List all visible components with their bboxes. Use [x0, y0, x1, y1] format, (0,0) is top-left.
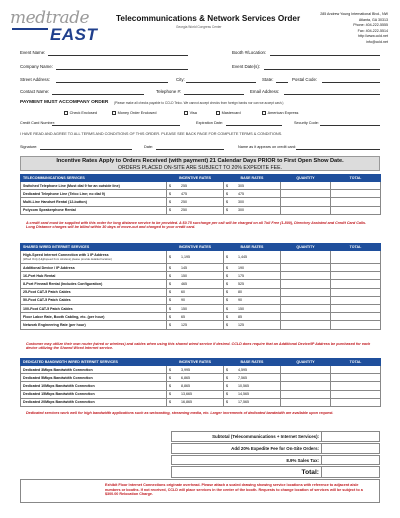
- total-header: TOTAL: [331, 359, 381, 366]
- service-name-cell: [21, 390, 167, 398]
- incentive-rate-value: 8,865: [181, 383, 190, 388]
- base-rate-value: 475: [238, 191, 244, 196]
- service-name-cell: [21, 190, 167, 198]
- currency-symbol: $: [169, 199, 171, 204]
- quantity-input-cell[interactable]: [281, 366, 331, 374]
- section-header: TELECOMMUNICATIONS SERVICES: [21, 175, 167, 182]
- service-name: Polycom Speakerphone Rental: [23, 208, 76, 213]
- base-rate-cell: [224, 313, 281, 321]
- expiration-date-field[interactable]: [226, 125, 282, 126]
- incentive-banner-line1: Incentive Rates Apply to Orders Received (with payment) 21 Calendar Days PRIOR to First Open Show Date.: [56, 158, 344, 164]
- form-subtitle: Georgia World Congress Center: [176, 25, 222, 29]
- base-rate-cell: [224, 190, 281, 198]
- service-name: Dedicated 10Mbps Bandwidth Connection: [23, 383, 95, 388]
- base-rate-cell: [224, 382, 281, 390]
- currency-symbol: $: [226, 208, 228, 213]
- service-name-cell: [21, 304, 167, 312]
- quantity-input-cell[interactable]: [281, 321, 331, 329]
- base-rate-value: 125: [238, 322, 244, 327]
- booth-location-label: Booth #/Location:: [232, 50, 267, 55]
- section-header: SHARED WIRED INTERNET SERVICES: [21, 244, 167, 251]
- base-rate-cell: [224, 296, 281, 304]
- base-rate-value: 4,595: [238, 367, 247, 372]
- contact-name-field[interactable]: [52, 94, 144, 95]
- base-rate-value: 7,565: [238, 375, 247, 380]
- incentive-rate-cell: [167, 374, 224, 382]
- city-field[interactable]: [186, 82, 256, 83]
- base-rate-cell: [224, 198, 281, 206]
- name-on-card-field[interactable]: [296, 149, 380, 150]
- incentive-banner: [20, 156, 380, 171]
- telephone-field[interactable]: [184, 94, 244, 95]
- incentive-rate-cell: [167, 366, 224, 374]
- total-cell[interactable]: [331, 182, 381, 190]
- bandwidth-services-table: [20, 358, 381, 407]
- base-rate-cell: [224, 182, 281, 190]
- service-name-cell: [21, 288, 167, 296]
- table-row: [21, 280, 381, 288]
- base-rate-value: 14,565: [238, 392, 249, 397]
- total-cell[interactable]: [331, 382, 381, 390]
- section-header: DEDICATED BANDWIDTH WIRED INTERNET SERVICES: [21, 359, 167, 366]
- base-rate-cell: [224, 304, 281, 312]
- incentive-rate-cell: [167, 251, 224, 264]
- incentive-rate-value: 3,995: [181, 367, 190, 372]
- street-address-field[interactable]: [56, 82, 168, 83]
- quantity-input-cell[interactable]: [281, 251, 331, 264]
- currency-symbol: $: [169, 322, 171, 327]
- incentive-rate-cell: [167, 190, 224, 198]
- checkbox-icon[interactable]: [262, 111, 266, 115]
- table-row: [21, 304, 381, 312]
- incentive-rate-value: 250: [181, 208, 187, 213]
- checkbox-icon[interactable]: [64, 111, 68, 115]
- payment-option-money-order[interactable]: Money Order Enclosed: [112, 111, 156, 115]
- service-name: Dedicated 15Mbps Bandwidth Connection: [23, 392, 95, 397]
- table-row: [21, 374, 381, 382]
- base-rate-value: 80: [238, 290, 242, 295]
- base-rates-header: BASE RATES: [224, 359, 281, 366]
- currency-symbol: $: [226, 383, 228, 388]
- incentive-rate-cell: [167, 304, 224, 312]
- base-rate-value: 300: [238, 199, 244, 204]
- payment-option-check[interactable]: Check Enclosed: [64, 111, 97, 115]
- incentive-rate-value: 150: [181, 273, 187, 278]
- service-name: Switched Telephone Line (Must dial 9 for an outside line): [23, 183, 120, 188]
- email-label: Email Address:: [250, 89, 280, 94]
- incentive-rate-cell: [167, 390, 224, 398]
- incentive-rate-value: 1,195: [181, 255, 190, 259]
- total-header: TOTAL: [331, 244, 381, 251]
- name-on-card-label: Name as it appears on credit card:: [238, 145, 297, 149]
- currency-symbol: $: [226, 273, 228, 278]
- base-rate-cell: [224, 272, 281, 280]
- expedite-fee-value-field[interactable]: [321, 444, 379, 453]
- currency-symbol: $: [226, 265, 228, 270]
- incentive-rate-cell: [167, 321, 224, 329]
- service-name-cell: [21, 198, 167, 206]
- quantity-input-cell[interactable]: [281, 198, 331, 206]
- currency-symbol: $: [169, 400, 171, 405]
- service-name-cell: [21, 182, 167, 190]
- currency-symbol: $: [169, 281, 171, 286]
- base-rate-value: 1,445: [238, 255, 247, 259]
- quantity-input-cell[interactable]: [281, 313, 331, 321]
- payment-option-visa[interactable]: Visa: [184, 111, 197, 115]
- table-row: [21, 190, 381, 198]
- signature-field[interactable]: [40, 149, 132, 150]
- checkbox-icon[interactable]: [112, 111, 116, 115]
- booth-location-field[interactable]: [270, 55, 380, 56]
- total-cell[interactable]: [331, 190, 381, 198]
- city-label: City:: [176, 77, 185, 82]
- service-name: High-Speed Internet Connection with 1 IP Address: [23, 253, 109, 257]
- incentive-rates-header: INCENTIVE RATES: [167, 175, 224, 182]
- incentive-rate-value: 250: [181, 199, 187, 204]
- service-name: Additional Device / IP Address: [23, 265, 75, 270]
- currency-symbol: $: [226, 199, 228, 204]
- quantity-input-cell[interactable]: [281, 206, 331, 214]
- incentive-rate-cell: [167, 182, 224, 190]
- address-line: Fax: 404-222-5514: [357, 28, 388, 33]
- quantity-header: QUANTITY: [281, 244, 331, 251]
- signature-label: Signature:: [20, 145, 38, 149]
- incentive-rate-value: 6,865: [181, 375, 190, 380]
- service-name: Dedicated 20Mbps Bandwidth Connection: [23, 400, 95, 405]
- currency-symbol: $: [226, 290, 228, 295]
- currency-symbol: $: [226, 255, 228, 259]
- base-rate-value: 525: [238, 281, 244, 286]
- service-name: 16-Port Hub Rental: [23, 273, 56, 278]
- table-row: [21, 272, 381, 280]
- table-row: [21, 206, 381, 214]
- table-row: [21, 288, 381, 296]
- incentive-rate-cell: [167, 280, 224, 288]
- telephone-label: Telephone #:: [156, 89, 182, 94]
- total-header: TOTAL: [331, 175, 381, 182]
- table-row: [21, 182, 381, 190]
- total-cell[interactable]: [331, 206, 381, 214]
- expedite-fee-label: Add 20% Expedite Fee for On-Site Orders:: [231, 446, 319, 451]
- incentive-rate-value: 145: [181, 265, 187, 270]
- total-cell[interactable]: [331, 272, 381, 280]
- total-cell[interactable]: [331, 313, 381, 321]
- payment-option-amex[interactable]: American Express: [262, 111, 298, 115]
- quantity-header: QUANTITY: [281, 175, 331, 182]
- total-cell[interactable]: [331, 321, 381, 329]
- quantity-input-cell[interactable]: [281, 374, 331, 382]
- logo-line1: medtrade: [10, 8, 90, 28]
- service-name: 25-Foot CAT-5 Patch Cables: [23, 290, 71, 295]
- total-row: [171, 466, 380, 478]
- currency-symbol: $: [169, 208, 171, 213]
- security-code-label: Security Code:: [294, 121, 319, 125]
- quantity-input-cell[interactable]: [281, 190, 331, 198]
- currency-symbol: $: [169, 375, 171, 380]
- total-cell[interactable]: [331, 280, 381, 288]
- base-rate-value: 300: [238, 208, 244, 213]
- base-rate-value: 17,565: [238, 400, 249, 405]
- service-name: Dedicated 5Mbps Bandwidth Connection: [23, 375, 93, 380]
- base-rate-cell: [224, 390, 281, 398]
- address-line: http://www.ccld.net: [358, 34, 388, 39]
- service-name-cell: [21, 382, 167, 390]
- credit-card-number-field[interactable]: [52, 125, 180, 126]
- sales-tax-label: 8.9% Sales Tax:: [286, 457, 319, 463]
- table-header-row: [21, 175, 381, 182]
- base-rate-cell: [224, 280, 281, 288]
- base-rate-value: 10,565: [238, 383, 249, 388]
- service-name-cell: [21, 280, 167, 288]
- currency-symbol: $: [169, 255, 171, 259]
- service-name-cell: [21, 206, 167, 214]
- company-name-label: Company Name:: [20, 64, 53, 69]
- base-rate-value: 85: [238, 314, 242, 319]
- table-row: [21, 251, 381, 264]
- service-name-cell: [21, 313, 167, 321]
- service-name: Dedicated Telephone Line (Telco Line; no dial 9): [23, 191, 105, 196]
- currency-symbol: $: [226, 191, 228, 196]
- table-row: [21, 198, 381, 206]
- telecom-note: A credit card must be supplied with this order for long distance service to be provided. A $0.75 surcharge per call will be charged on all Toll Free (1-800), Directory Assisted and Credit Card Calls. Long Distance charges will be billed within 30 days of move-out and charged to your credit card.: [26, 221, 367, 230]
- total-cell[interactable]: [331, 390, 381, 398]
- address-line: Phone: 404-222-5555: [353, 23, 388, 28]
- currency-symbol: $: [226, 183, 228, 188]
- incentive-rates-header: INCENTIVE RATES: [167, 244, 224, 251]
- service-name: 50-Foot CAT-5 Patch Cables: [23, 298, 71, 303]
- base-rate-value: 150: [238, 306, 244, 311]
- company-name-field[interactable]: [56, 69, 188, 70]
- quantity-input-cell[interactable]: [281, 182, 331, 190]
- logo-swoosh: [12, 28, 48, 30]
- total-cell[interactable]: [331, 296, 381, 304]
- base-rates-header: BASE RATES: [224, 244, 281, 251]
- service-name-cell: [21, 272, 167, 280]
- total-cell[interactable]: [331, 374, 381, 382]
- table-row: [21, 321, 381, 329]
- logo-line2: EAST: [50, 25, 98, 44]
- quantity-input-cell[interactable]: [281, 304, 331, 312]
- service-name-cell: [21, 366, 167, 374]
- quantity-input-cell[interactable]: [281, 390, 331, 398]
- quantity-header: QUANTITY: [281, 359, 331, 366]
- incentive-banner-line2: ORDERS PLACED ON-SITE ARE SUBJECT TO 20% EXPEDITE FEE.: [117, 165, 283, 171]
- base-rate-cell: [224, 366, 281, 374]
- sales-tax-row: [171, 455, 380, 465]
- table-row: [21, 313, 381, 321]
- incentive-rate-cell: [167, 272, 224, 280]
- incentive-rate-value: 125: [181, 322, 187, 327]
- medtrade-east-logo: [10, 8, 100, 44]
- currency-symbol: $: [226, 322, 228, 327]
- base-rate-value: 305: [238, 183, 244, 188]
- security-code-field[interactable]: [320, 125, 380, 126]
- event-dates-label: Event Date(s):: [232, 64, 261, 69]
- terms-agreement: I HAVE READ AND AGREE TO ALL TERMS AND CONDITIONS OF THIS ORDER. PLEASE SEE BACK PAGE FOR COMPLETE TERMS & CONDITIONS.: [20, 132, 283, 136]
- quantity-input-cell[interactable]: [281, 296, 331, 304]
- postal-code-label: Postal Code:: [292, 77, 318, 82]
- currency-symbol: $: [169, 273, 171, 278]
- incentive-rate-cell: [167, 313, 224, 321]
- base-rates-header: BASE RATES: [224, 175, 281, 182]
- state-label: State:: [262, 77, 274, 82]
- date-field[interactable]: [156, 149, 224, 150]
- contact-name-label: Contact Name:: [20, 89, 50, 94]
- bandwidth-note: Dedicated services work well for high bandwidth applications such as webcasting, streaming media, etc. Larger increments of dedicated bandwidth are available upon request.: [26, 411, 334, 415]
- service-name-cell: [21, 251, 167, 264]
- table-row: [21, 382, 381, 390]
- event-name-field[interactable]: [48, 55, 188, 56]
- service-name-cell: [21, 374, 167, 382]
- date-label: Date:: [144, 145, 154, 149]
- service-subnote: (Wired Only (Highspeed from wireless) please provide detailed location): [23, 257, 112, 261]
- total-cell[interactable]: [331, 251, 381, 264]
- incentive-rate-cell: [167, 264, 224, 272]
- base-rate-cell: [224, 398, 281, 406]
- service-name-cell: [21, 321, 167, 329]
- base-rate-cell: [224, 264, 281, 272]
- base-rate-value: 190: [238, 265, 244, 270]
- quantity-input-cell[interactable]: [281, 272, 331, 280]
- incentive-rate-value: 475: [181, 191, 187, 196]
- currency-symbol: $: [226, 314, 228, 319]
- base-rate-cell: [224, 374, 281, 382]
- checkbox-icon[interactable]: [216, 111, 220, 115]
- incentive-rate-value: 65: [181, 314, 185, 319]
- incentive-rate-value: 90: [181, 298, 185, 303]
- subtotal-value-field[interactable]: [321, 432, 379, 441]
- incentive-rate-value: 150: [181, 306, 187, 311]
- telecom-services-table: [20, 174, 381, 215]
- service-name: Multi-Line Handset Rental (12-button): [23, 199, 87, 204]
- table-header-row: [21, 359, 381, 366]
- base-rate-cell: [224, 251, 281, 264]
- currency-symbol: $: [226, 392, 228, 397]
- incentive-rate-cell: [167, 398, 224, 406]
- currency-symbol: $: [226, 298, 228, 303]
- service-name: 100-Foot CAT-5 Patch Cables: [23, 306, 73, 311]
- total-cell[interactable]: [331, 198, 381, 206]
- credit-card-number-label: Credit Card Number:: [20, 121, 56, 125]
- currency-symbol: $: [169, 290, 171, 295]
- subtotal-row: [171, 431, 380, 442]
- base-rate-cell: [224, 321, 281, 329]
- table-header-row: [21, 244, 381, 251]
- currency-symbol: $: [169, 191, 171, 196]
- base-rate-cell: [224, 288, 281, 296]
- total-cell[interactable]: [331, 264, 381, 272]
- incentive-rates-header: INCENTIVE RATES: [167, 359, 224, 366]
- form-title: Telecommunications & Network Services Order: [116, 14, 301, 23]
- state-field[interactable]: [276, 82, 288, 83]
- total-cell[interactable]: [331, 288, 381, 296]
- internet-services-table: [20, 243, 381, 330]
- postal-code-field[interactable]: [322, 82, 380, 83]
- table-row: [21, 366, 381, 374]
- incentive-rate-value: 60: [181, 290, 185, 295]
- subtotal-label: Subtotal (Telecommunications + Internet Services):: [212, 434, 319, 439]
- service-name: Network Engineering Rate (per hour): [23, 322, 86, 327]
- currency-symbol: $: [169, 265, 171, 270]
- address-line: info@ccld.net: [366, 39, 388, 44]
- currency-symbol: $: [226, 375, 228, 380]
- currency-symbol: $: [169, 383, 171, 388]
- incentive-rate-cell: [167, 198, 224, 206]
- payment-note: (Please make all checks payable to CCLD Telco. We cannot accept checks from foreign banks nor can we accept cash.): [114, 101, 284, 105]
- internet-note: Customer may utilize their own router (wired or wireless) and cables when using this shared wired service if desired. CCLD does require that an Additional Device/IP Address be purchased for each device utilizing the Shared Wired Internet service.: [26, 342, 371, 351]
- currency-symbol: $: [169, 314, 171, 319]
- currency-symbol: $: [226, 281, 228, 286]
- currency-symbol: $: [226, 400, 228, 405]
- base-rate-cell: [224, 206, 281, 214]
- incentive-rate-cell: [167, 206, 224, 214]
- address-line: 285 Andrew Young International Blvd., NW: [320, 12, 388, 16]
- incentive-rate-cell: [167, 382, 224, 390]
- event-name-label: Event Name:: [20, 50, 46, 55]
- total-value-field[interactable]: [321, 467, 379, 477]
- total-cell[interactable]: [331, 366, 381, 374]
- currency-symbol: $: [169, 298, 171, 303]
- quantity-input-cell[interactable]: [281, 382, 331, 390]
- currency-symbol: $: [169, 367, 171, 372]
- currency-symbol: $: [169, 392, 171, 397]
- table-row: [21, 398, 381, 406]
- service-name-cell: [21, 398, 167, 406]
- currency-symbol: $: [226, 367, 228, 372]
- expiration-date-label: Expiration Date:: [196, 121, 224, 125]
- table-row: [21, 264, 381, 272]
- contact-address-block: [320, 12, 388, 46]
- incentive-rate-value: 255: [181, 183, 187, 188]
- table-row: [21, 296, 381, 304]
- service-name: Dedicated 3Mbps Bandwidth Connection: [23, 367, 93, 372]
- incentive-rate-value: 465: [181, 281, 187, 286]
- service-name-cell: [21, 264, 167, 272]
- payment-option-mastercard[interactable]: Mastercard: [216, 111, 241, 115]
- total-cell[interactable]: [331, 304, 381, 312]
- footer-note: Exhibit Floor Internet Connections originate overhead. Please attach a scaled drawing showing service locations with reference to adjacent aisle numbers or booths. If not received, CCLD will place services in the center of the booth. Requests to change location of services will be subject to a $300.00 Relocation Charge.: [20, 479, 380, 503]
- total-cell[interactable]: [331, 398, 381, 406]
- quantity-input-cell[interactable]: [281, 288, 331, 296]
- service-name: 8-Port Firewall Rental (Includes Configuration): [23, 281, 103, 286]
- incentive-rate-value: 13,665: [181, 392, 192, 397]
- table-row: [21, 390, 381, 398]
- event-dates-field[interactable]: [264, 69, 380, 70]
- base-rate-value: 175: [238, 273, 244, 278]
- service-name-cell: [21, 296, 167, 304]
- quantity-input-cell[interactable]: [281, 398, 331, 406]
- checkbox-icon[interactable]: [184, 111, 188, 115]
- base-rate-value: 90: [238, 298, 242, 303]
- currency-symbol: $: [169, 306, 171, 311]
- sales-tax-value-field[interactable]: [321, 456, 379, 464]
- currency-symbol: $: [226, 306, 228, 311]
- address-line: Atlanta, GA 30313: [358, 17, 388, 22]
- service-name: Floor Labor Rate, Booth Cabling, etc. (per hour): [23, 314, 105, 319]
- currency-symbol: $: [169, 183, 171, 188]
- street-address-label: Street Address:: [20, 77, 51, 82]
- email-field[interactable]: [284, 94, 380, 95]
- incentive-rate-cell: [167, 296, 224, 304]
- quantity-input-cell[interactable]: [281, 280, 331, 288]
- incentive-rate-value: 16,865: [181, 400, 192, 405]
- incentive-rate-cell: [167, 288, 224, 296]
- total-label: Total:: [301, 468, 319, 476]
- payment-title: PAYMENT MUST ACCOMPANY ORDER: [20, 100, 109, 105]
- expedite-fee-row: [171, 443, 380, 454]
- quantity-input-cell[interactable]: [281, 264, 331, 272]
